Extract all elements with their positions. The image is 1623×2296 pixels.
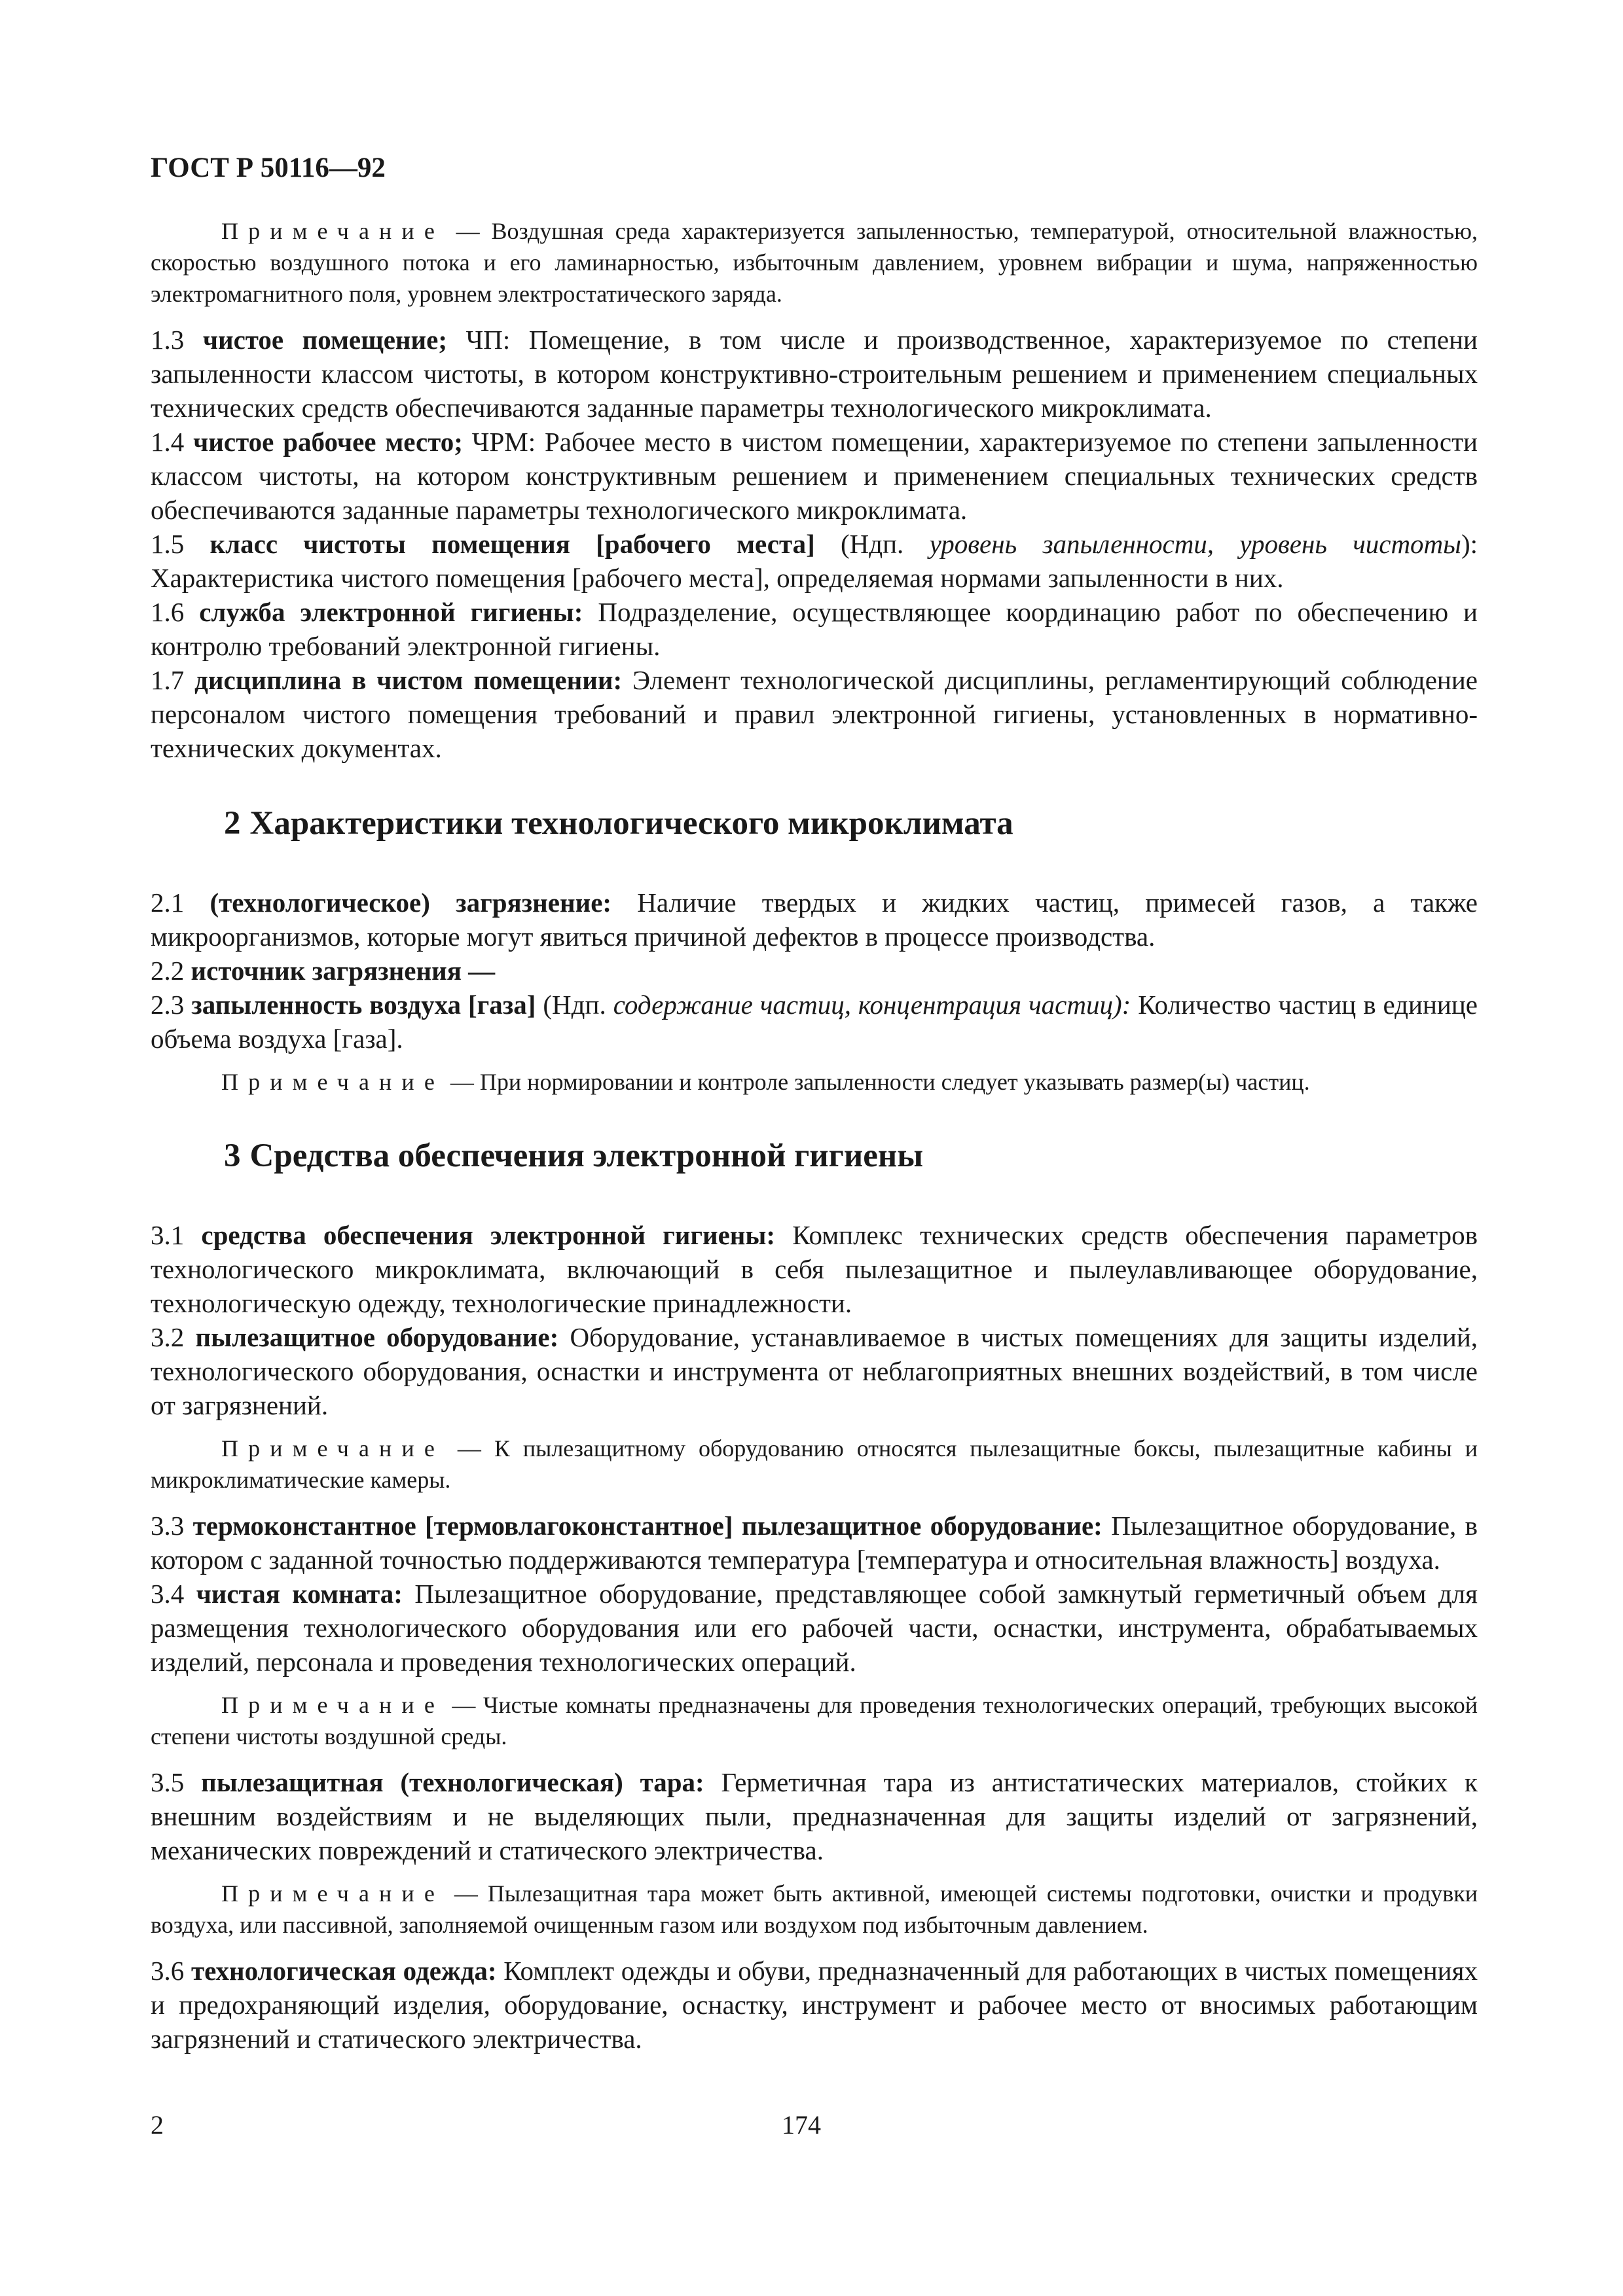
term-1-3: 1.3 чистое помещение; ЧП: Помещение, в том числе и производственное, характеризуемое по степени запыленности классом чистоты, в котором конструктивно-строительным решением и применением специальных технических средств обеспечиваются заданные параметры технологического микроклимата.: [151, 325, 1478, 423]
standard-code: ГОСТ Р 50116—92: [151, 152, 386, 183]
term-1-5: 1.5 класс чистоты помещения [рабочего места] (Ндп. уровень запыленности, уровень чистоты): Характеристика чистого помещения [рабочего места], определяемая нормами запыленности в них.: [151, 529, 1478, 593]
note-clean-rooms: Примечание — Чистые комнаты предназначены для проведения технологических операций, требующих высокой степени чистоты воздушной среды.: [151, 1692, 1478, 1749]
term-3-5: 3.5 пылезащитная (технологическая) тара: Герметичная тара из антистатических материалов, стойких к внешним воздействиям и не выделяющих пыли, предназначенная для защиты изделий от загрязнений, механических повреждений и статического электричества.: [151, 1767, 1478, 1865]
note-dust-particle-size: Примечание — При нормировании и контроле запыленности следует указывать размер(ы) частиц.: [221, 1069, 1310, 1095]
document-page: [151, 152, 1478, 2056]
note-dustproof-container: Примечание — Пылезащитная тара может быть активной, имеющей системы подготовки, очистки и продувки воздуха, или пассивной, заполняемой очищенным газом или воздухом под избыточным давлением.: [151, 1880, 1478, 1938]
page-number-center: 174: [782, 2110, 821, 2140]
term-1-6: 1.6 служба электронной гигиены: Подразделение, осуществляющее координацию работ по обеспечению и контролю требований электронной гигиены.: [151, 597, 1478, 661]
term-3-3: 3.3 термоконстантное [термовлагоконстантное] пылезащитное оборудование: Пылезащитное оборудование, в котором с заданной точностью поддерживаются температура [температура и относительная влажность] воздуха.: [151, 1511, 1478, 1575]
term-2-3: 2.3 запыленность воздуха [газа] (Ндп. содержание частиц, концентрация частиц): Количество частиц в единице объема воздуха [газа].: [151, 990, 1478, 1054]
section-heading-2: 2 Характеристики технологического микроклимата: [224, 805, 1013, 842]
section-heading-3: 3 Средства обеспечения электронной гигиены: [224, 1138, 924, 1174]
term-1-4: 1.4 чистое рабочее место; ЧРМ: Рабочее место в чистом помещении, характеризуемое по степени запыленности классом чистоты, на котором конструктивным решением и применением специальных технических средств обеспечиваются заданные параметры технологического микроклимата.: [151, 427, 1478, 525]
term-3-4: 3.4 чистая комната: Пылезащитное оборудование, представляющее собой замкнутый герметичный объем для размещения технологического оборудования или его рабочей части, оснастки, инструмента, обрабатываемых изделий, персонала и проведения технологических операций.: [151, 1579, 1478, 1677]
term-3-6: 3.6 технологическая одежда: Комплект одежды и обуви, предназначенный для работающих в чистых помещениях и предохраняющий изделия, оборудование, оснастку, инструмент и рабочее место от вносимых работающим загрязнений и статического электричества.: [151, 1956, 1478, 2054]
note-dustproof-equipment: Примечание — К пылезащитному оборудованию относятся пылезащитные боксы, пылезащитные кабины и микроклиматические камеры.: [151, 1435, 1478, 1493]
term-3-2: 3.2 пылезащитное оборудование: Оборудование, устанавливаемое в чистых помещениях для защиты изделий, технологического оборудования, оснастки и инструмента от неблагоприятных внешних воздействий, в том числе от загрязнений.: [151, 1322, 1478, 1420]
note-label: Примечание: [221, 218, 445, 244]
page-number-left: 2: [151, 2110, 164, 2140]
term-3-1: 3.1 средства обеспечения электронной гигиены: Комплекс технических средств обеспечения параметров технологического микроклимата, включающий в себя пылезащитное и пылеулавливающее оборудование, технологическую одежду, технологические принадлежности.: [151, 1220, 1478, 1318]
note-air-environment: Примечание — Воздушная среда характеризуется запыленностью, температурой, относительной влажностью, скоростью воздушного потока и его ламинарностью, избыточным давлением, уровнем вибрации и шума, напряженностью электромагнитного поля, уровнем электростатического заряда.: [151, 218, 1478, 307]
term-1-7: 1.7 дисциплина в чистом помещении: Элемент технологической дисциплины, регламентирующий соблюдение персоналом чистого помещения требований и правил электронной гигиены, установленных в нормативно-технических документах.: [151, 665, 1478, 763]
term-2-1: 2.1 (технологическое) загрязнение: Наличие твердых и жидких частиц, примесей газов, а также микроорганизмов, которые могут явиться причиной дефектов в процессе производства.: [151, 888, 1478, 952]
term-2-2: 2.2 источник загрязнения —: [151, 956, 496, 986]
